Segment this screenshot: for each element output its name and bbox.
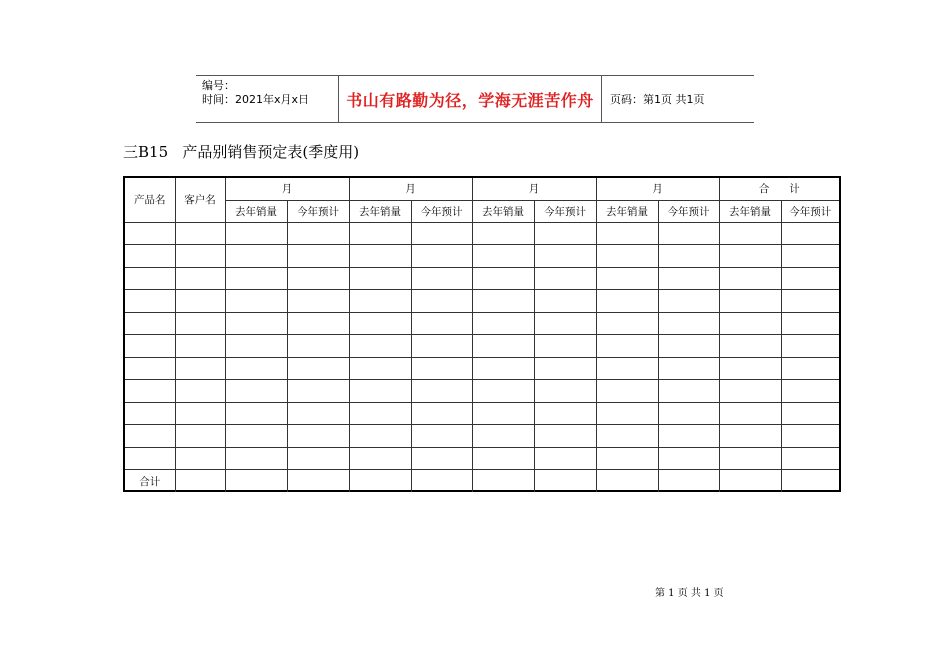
table-cell[interactable] <box>287 335 349 358</box>
table-cell[interactable] <box>596 245 658 268</box>
table-cell[interactable] <box>175 447 225 470</box>
table-cell[interactable] <box>225 267 287 290</box>
motto-text: 书山有路勤为径，学海无涯苦作舟 <box>346 90 594 110</box>
table-cell[interactable] <box>658 357 719 380</box>
table-cell[interactable] <box>411 290 472 313</box>
table-cell[interactable] <box>719 380 781 403</box>
table-cell[interactable] <box>225 447 287 470</box>
table-cell[interactable] <box>472 470 534 493</box>
table-cell[interactable] <box>287 222 349 245</box>
table-cell[interactable] <box>534 245 596 268</box>
subheader-this-year: 今年预计 <box>658 200 719 222</box>
table-cell[interactable] <box>225 402 287 425</box>
table-cell[interactable] <box>781 402 839 425</box>
table-cell[interactable] <box>125 380 175 403</box>
table-cell[interactable] <box>719 357 781 380</box>
table-cell[interactable] <box>534 470 596 493</box>
table-cell[interactable] <box>658 312 719 335</box>
subheader-last-year: 去年销量 <box>596 200 658 222</box>
table-cell[interactable] <box>534 357 596 380</box>
table-cell[interactable] <box>781 447 839 470</box>
forecast-grid <box>125 178 839 492</box>
table-cell[interactable] <box>287 312 349 335</box>
table-cell[interactable] <box>472 222 534 245</box>
table-cell[interactable] <box>596 402 658 425</box>
time-label: 时间：2021年x月x日 <box>202 93 310 106</box>
table-cell[interactable] <box>719 245 781 268</box>
table-cell[interactable] <box>287 290 349 313</box>
table-cell[interactable] <box>658 470 719 493</box>
table-cell[interactable] <box>781 470 839 493</box>
table-cell[interactable] <box>287 425 349 448</box>
table-cell[interactable] <box>472 357 534 380</box>
table-cell[interactable] <box>349 335 411 358</box>
table-cell[interactable] <box>349 402 411 425</box>
table-cell[interactable] <box>534 380 596 403</box>
table-cell[interactable] <box>781 267 839 290</box>
table-cell[interactable] <box>175 245 225 268</box>
table-cell[interactable] <box>534 222 596 245</box>
table-cell[interactable] <box>411 267 472 290</box>
table-cell[interactable] <box>719 402 781 425</box>
table-cell[interactable] <box>596 470 658 493</box>
table-row <box>125 447 839 470</box>
table-cell[interactable] <box>287 245 349 268</box>
table-cell[interactable] <box>658 335 719 358</box>
table-cell[interactable] <box>472 447 534 470</box>
table-cell[interactable] <box>596 312 658 335</box>
table-cell[interactable] <box>596 380 658 403</box>
table-cell[interactable] <box>658 290 719 313</box>
table-cell[interactable] <box>349 380 411 403</box>
table-cell[interactable] <box>411 402 472 425</box>
table-cell[interactable] <box>175 357 225 380</box>
table-cell[interactable] <box>125 267 175 290</box>
table-cell[interactable] <box>658 402 719 425</box>
subheader-this-year: 今年预计 <box>411 200 472 222</box>
table-cell[interactable] <box>349 290 411 313</box>
table-cell[interactable] <box>411 470 472 493</box>
table-cell[interactable] <box>349 245 411 268</box>
table-cell[interactable] <box>349 470 411 493</box>
table-cell[interactable] <box>781 222 839 245</box>
table-cell[interactable] <box>349 357 411 380</box>
table-cell[interactable] <box>411 447 472 470</box>
table-row <box>125 222 839 245</box>
table-cell[interactable] <box>125 357 175 380</box>
table-cell[interactable] <box>225 312 287 335</box>
table-cell[interactable] <box>125 402 175 425</box>
sales-forecast-table <box>123 176 841 492</box>
header-page-cell <box>602 76 754 122</box>
table-cell[interactable] <box>125 290 175 313</box>
table-cell[interactable] <box>596 425 658 448</box>
table-cell[interactable] <box>719 425 781 448</box>
table-cell[interactable] <box>596 357 658 380</box>
subheader-this-year: 今年预计 <box>781 200 839 222</box>
total-row-label: 合计 <box>125 470 175 493</box>
table-cell[interactable] <box>658 267 719 290</box>
table-cell[interactable] <box>175 290 225 313</box>
table-cell[interactable] <box>175 380 225 403</box>
table-row <box>125 402 839 425</box>
table-cell[interactable] <box>472 335 534 358</box>
table-cell[interactable] <box>534 267 596 290</box>
table-cell[interactable] <box>658 222 719 245</box>
table-cell[interactable] <box>719 267 781 290</box>
table-cell[interactable] <box>225 245 287 268</box>
table-cell[interactable] <box>472 425 534 448</box>
subheader-last-year: 去年销量 <box>719 200 781 222</box>
total-row <box>125 470 839 493</box>
table-cell[interactable] <box>125 447 175 470</box>
table-cell[interactable] <box>781 335 839 358</box>
page-footer: 第 1 页 共 1 页 <box>655 588 724 599</box>
table-cell[interactable] <box>411 357 472 380</box>
table-cell[interactable] <box>781 380 839 403</box>
table-row <box>125 380 839 403</box>
table-cell[interactable] <box>175 335 225 358</box>
header-left-cell <box>196 76 339 122</box>
table-cell[interactable] <box>225 380 287 403</box>
table-cell[interactable] <box>781 290 839 313</box>
col-header-month: 月 <box>472 178 596 200</box>
table-row <box>125 267 839 290</box>
table-cell[interactable] <box>719 335 781 358</box>
table-cell[interactable] <box>287 357 349 380</box>
table-cell[interactable] <box>411 380 472 403</box>
table-cell[interactable] <box>349 222 411 245</box>
table-cell[interactable] <box>225 335 287 358</box>
table-row <box>125 425 839 448</box>
table-cell[interactable] <box>287 402 349 425</box>
table-cell[interactable] <box>719 312 781 335</box>
table-cell[interactable] <box>411 335 472 358</box>
table-header-row <box>125 178 839 200</box>
table-cell[interactable] <box>175 425 225 448</box>
table-cell[interactable] <box>781 357 839 380</box>
page-label: 页码：第1页 共1页 <box>610 93 705 106</box>
table-cell[interactable] <box>472 267 534 290</box>
table-cell[interactable] <box>472 380 534 403</box>
table-cell[interactable] <box>287 447 349 470</box>
table-cell[interactable] <box>125 425 175 448</box>
col-header-month: 月 <box>596 178 719 200</box>
table-cell[interactable] <box>658 425 719 448</box>
table-cell[interactable] <box>125 312 175 335</box>
document-header <box>196 75 754 123</box>
table-cell[interactable] <box>719 290 781 313</box>
subheader-last-year: 去年销量 <box>349 200 411 222</box>
table-cell[interactable] <box>781 425 839 448</box>
table-cell[interactable] <box>225 357 287 380</box>
table-cell[interactable] <box>349 447 411 470</box>
header-motto-cell <box>339 76 602 122</box>
subheader-last-year: 去年销量 <box>472 200 534 222</box>
table-cell[interactable] <box>658 380 719 403</box>
table-cell[interactable] <box>411 425 472 448</box>
table-row <box>125 245 839 268</box>
table-cell[interactable] <box>719 222 781 245</box>
table-row <box>125 357 839 380</box>
table-cell[interactable] <box>125 222 175 245</box>
col-header-product: 产品名 <box>125 178 175 222</box>
table-cell[interactable] <box>411 222 472 245</box>
table-cell[interactable] <box>411 245 472 268</box>
table-cell[interactable] <box>781 312 839 335</box>
table-cell[interactable] <box>349 425 411 448</box>
table-cell[interactable] <box>411 312 472 335</box>
col-header-total: 合 计 <box>719 178 839 200</box>
col-header-month: 月 <box>349 178 472 200</box>
subheader-this-year: 今年预计 <box>287 200 349 222</box>
table-cell[interactable] <box>175 402 225 425</box>
table-cell[interactable] <box>472 312 534 335</box>
table-cell[interactable] <box>596 290 658 313</box>
number-label: 编号： <box>202 79 235 92</box>
table-cell[interactable] <box>225 222 287 245</box>
table-row <box>125 290 839 313</box>
col-header-customer: 客户名 <box>175 178 225 222</box>
table-row <box>125 335 839 358</box>
table-cell[interactable] <box>596 447 658 470</box>
table-cell[interactable] <box>175 222 225 245</box>
table-cell[interactable] <box>225 290 287 313</box>
table-cell[interactable] <box>719 470 781 493</box>
table-cell[interactable] <box>534 290 596 313</box>
table-cell[interactable] <box>175 470 225 493</box>
subheader-this-year: 今年预计 <box>534 200 596 222</box>
table-cell[interactable] <box>225 425 287 448</box>
table-cell[interactable] <box>349 267 411 290</box>
table-cell[interactable] <box>534 425 596 448</box>
table-cell[interactable] <box>225 470 287 493</box>
table-cell[interactable] <box>781 245 839 268</box>
table-cell[interactable] <box>596 267 658 290</box>
table-cell[interactable] <box>472 290 534 313</box>
table-cell[interactable] <box>472 245 534 268</box>
subheader-last-year: 去年销量 <box>225 200 287 222</box>
table-cell[interactable] <box>125 335 175 358</box>
table-cell[interactable] <box>658 245 719 268</box>
table-cell[interactable] <box>534 335 596 358</box>
table-cell[interactable] <box>534 447 596 470</box>
table-cell[interactable] <box>287 470 349 493</box>
table-cell[interactable] <box>175 267 225 290</box>
table-cell[interactable] <box>125 245 175 268</box>
table-cell[interactable] <box>596 222 658 245</box>
table-cell[interactable] <box>175 312 225 335</box>
table-cell[interactable] <box>596 335 658 358</box>
table-row <box>125 312 839 335</box>
table-cell[interactable] <box>534 402 596 425</box>
table-cell[interactable] <box>287 380 349 403</box>
table-subheader-row <box>125 200 839 222</box>
table-cell[interactable] <box>349 312 411 335</box>
table-cell[interactable] <box>287 267 349 290</box>
table-cell[interactable] <box>658 447 719 470</box>
table-cell[interactable] <box>719 447 781 470</box>
table-cell[interactable] <box>534 312 596 335</box>
page-title: 三B15 产品别销售预定表(季度用) <box>123 143 360 161</box>
table-cell[interactable] <box>472 402 534 425</box>
col-header-month: 月 <box>225 178 349 200</box>
